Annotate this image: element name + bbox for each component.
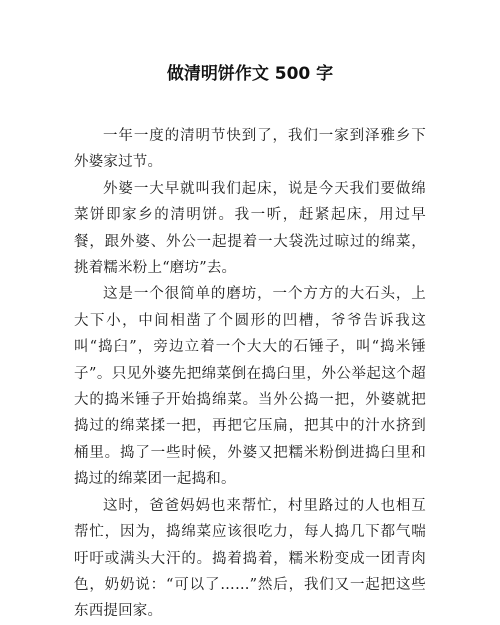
- paragraph: 这是一个很简单的磨坊，一个方方的大石头，上大下小，中间相凿了个圆形的凹槽，爷爷告诉我这叫“捣臼”，旁边立着一个大大的石锤子，叫“捣米锤子”。只见外婆先把绵菜倒在捣臼里，外公举起这个超大的捣米锤子开始捣绵菜。当外公捣一把，外婆就把捣过的绵菜揉一把，再把它压扁，把其中的汁水挤到桶里。捣了一些时候，外婆又把糯米粉倒进捣臼里和捣过的绵菜团一起捣和。: [74, 286, 426, 488]
- paragraph: 一年一度的清明节快到了，我们一家到泽雅乡下外婆家过节。: [74, 128, 426, 171]
- document-body: [74, 123, 426, 625]
- paragraph: 外婆一大早就叫我们起床，说是今天我们要做绵菜饼即家乡的清明饼。我一听，赶紧起床，用过早餐，跟外婆、外公一起提着一大袋洗过晾过的绵菜，挑着糯米粉上“磨坊”去。: [74, 180, 426, 277]
- paragraph: 这时，爸爸妈妈也来帮忙，村里路过的人也相互帮忙，因为，捣绵菜应该很吃力，每人捣几下都气喘吁吁或满头大汗的。捣着捣着，糯米粉变成一团青肉色，奶奶说：“可以了……”然后，我们又一起把这些东西提回家。: [74, 497, 426, 620]
- document-title: 做清明饼作文 500 字: [166, 64, 334, 84]
